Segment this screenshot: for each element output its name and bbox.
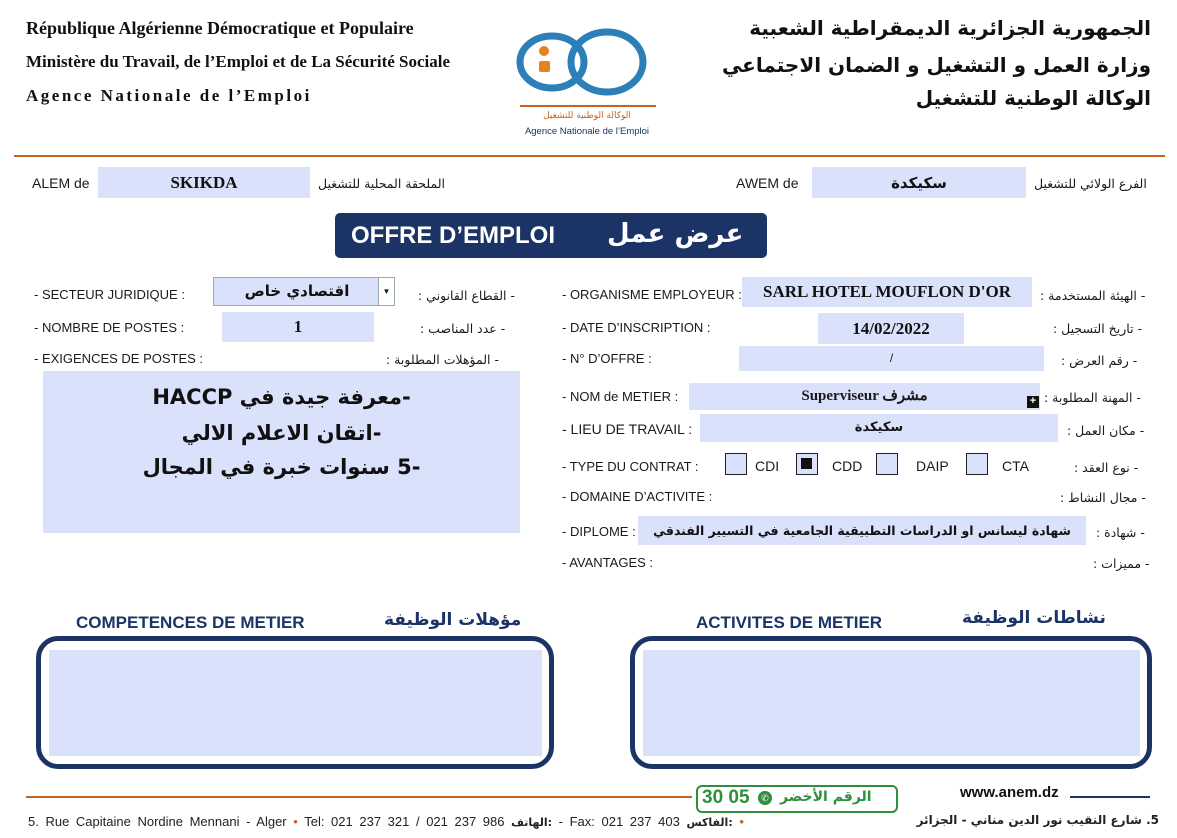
- footer-address-fr: 5. Rue Capitaine Nordine Mennani - Alger • Tel: 021 237 321 / 021 237 986 الهاتف: - Fax: 021 237 403 الفاكس: •: [28, 814, 744, 829]
- date-label-ar: - تاريخ التسجيل :: [1053, 321, 1143, 336]
- bullet-icon: •: [293, 814, 298, 829]
- postes-value: 1: [293, 317, 303, 336]
- activites-title-ar: نشاطات الوظيفة: [962, 608, 1106, 628]
- green-number-badge: [696, 785, 898, 813]
- date-field[interactable]: [818, 313, 964, 344]
- footer-divider-right: [1070, 796, 1150, 798]
- offre-field[interactable]: [739, 346, 1044, 371]
- activites-field[interactable]: [643, 650, 1140, 756]
- metier-label-ar: - المهنة المطلوبة :: [1044, 390, 1141, 405]
- tel: Tel: 021 237 321 / 021 237 986: [304, 814, 505, 829]
- header-fr-line2: Ministère du Travail, de l’Emploi et de La Sécurité Sociale: [26, 52, 451, 71]
- postes-field[interactable]: [222, 312, 374, 342]
- alem-label: ALEM de: [32, 175, 90, 191]
- diplome-field[interactable]: [638, 516, 1086, 545]
- offre-value: /: [889, 351, 894, 365]
- diplome-label: - DIPLOME :: [562, 524, 636, 539]
- address-ar: 5. شارع النقيب نور الدين مناني - الجزائر: [916, 813, 1159, 827]
- alem-value: SKIKDA: [170, 173, 238, 192]
- lieu-label-ar: - مكان العمل :: [1067, 423, 1145, 438]
- domaine-label-ar: - مجال النشاط :: [1060, 490, 1146, 505]
- secteur-value: اقتصادي خاص: [244, 282, 350, 300]
- cta-label: CTA: [1002, 458, 1029, 474]
- anem-logo: [512, 14, 662, 144]
- dropdown-arrow-icon[interactable]: ▼: [378, 278, 394, 305]
- anem-logo-icon: [512, 14, 662, 110]
- website[interactable]: www.anem.dz: [960, 784, 1059, 801]
- cdd-checkbox[interactable]: [796, 453, 818, 475]
- lieu-value: سكيكدة: [854, 420, 904, 435]
- competences-title-fr: COMPETENCES DE METIER: [76, 613, 305, 632]
- address-fr: 5. Rue Capitaine Nordine Mennani - Alger: [28, 814, 287, 829]
- fax: Fax: 021 237 403: [569, 814, 680, 829]
- exigences-field[interactable]: [43, 371, 520, 533]
- date-value: 14/02/2022: [852, 319, 930, 338]
- alem-label-ar: الملحقة المحلية للتشغيل: [318, 176, 446, 191]
- date-label: - DATE D’INSCRIPTION :: [562, 320, 711, 335]
- competences-title-ar: مؤهلات الوظيفة: [384, 610, 522, 630]
- tel-ar: الهاتف:: [511, 816, 553, 829]
- organisme-value: SARL HOTEL MOUFLON D'OR: [763, 282, 1011, 301]
- exigences-label: - EXIGENCES DE POSTES :: [34, 351, 204, 366]
- header-ar-line1: الجمهورية الجزائرية الديمقراطية الشعبية: [749, 16, 1151, 40]
- domaine-label: - DOMAINE D’ACTIVITE :: [562, 489, 713, 504]
- offre-label-ar: - رقم العرض :: [1061, 353, 1138, 368]
- title-ar: عرض عمل: [607, 219, 744, 249]
- exigences-line-2: -اتقان الاعلام الالي: [181, 421, 382, 445]
- awem-value: سكيكدة: [891, 174, 947, 192]
- phone-icon: ✆: [758, 791, 772, 805]
- avantages-label: - AVANTAGES :: [562, 555, 654, 570]
- metier-value: Superviseur مشرف: [801, 388, 928, 404]
- contrat-label-ar: - نوع العقد :: [1074, 460, 1139, 475]
- metier-field[interactable]: [689, 383, 1040, 410]
- secteur-label: - SECTEUR JURIDIQUE :: [34, 287, 185, 302]
- exigences-line-1: -معرفة جيدة في HACCP: [152, 385, 411, 409]
- cdi-checkbox[interactable]: [725, 453, 747, 475]
- header-ar-line2: وزارة العمل و التشغيل و الضمان الاجتماعي: [721, 53, 1151, 77]
- competences-field[interactable]: [49, 650, 542, 756]
- plus-icon[interactable]: +: [1027, 396, 1039, 408]
- title-fr: OFFRE D’EMPLOI: [351, 222, 555, 249]
- cta-checkbox[interactable]: [966, 453, 988, 475]
- awem-field[interactable]: [812, 167, 1026, 198]
- logo-ar: الوكالة الوطنية للتشغيل: [543, 111, 631, 121]
- lieu-field[interactable]: [700, 414, 1058, 442]
- postes-label: - NOMBRE DE POSTES :: [34, 320, 185, 335]
- activites-frame: [630, 636, 1152, 769]
- organisme-label-ar: - الهيئة المستخدمة :: [1040, 288, 1146, 303]
- header-divider: [14, 155, 1165, 157]
- avantages-label-ar: - مميزات :: [1093, 556, 1150, 571]
- logo-divider: [520, 105, 656, 107]
- exigences-label-ar: - المؤهلات المطلوبة :: [386, 352, 499, 367]
- header-ar-line3: الوكالة الوطنية للتشغيل: [915, 86, 1151, 110]
- awem-label-ar: الفرع الولائي للتشغيل: [1034, 176, 1147, 191]
- metier-label: - NOM de METIER :: [562, 389, 679, 404]
- cdd-label: CDD: [832, 458, 863, 474]
- bullet-icon: •: [739, 814, 744, 829]
- awem-label: AWEM de: [736, 175, 799, 191]
- cdi-label: CDI: [755, 458, 780, 474]
- green-number: 30 05: [702, 787, 750, 808]
- header-fr-line3: Agence Nationale de l’Emploi: [26, 86, 312, 105]
- diplome-value: شهادة ليسانس او الدراسات التطبيقية الجامعية في التسيير الفندقي: [653, 523, 1071, 538]
- green-label: الرقم الأخضر: [780, 789, 872, 805]
- alem-field[interactable]: [98, 167, 310, 198]
- secteur-select[interactable]: [213, 277, 395, 306]
- postes-label-ar: - عدد المناصب :: [420, 321, 506, 336]
- competences-frame: [36, 636, 554, 769]
- organisme-label: - ORGANISME EMPLOYEUR :: [562, 287, 742, 302]
- activites-title-fr: ACTIVITES DE METIER: [696, 613, 883, 632]
- daip-label: DAIP: [916, 458, 949, 474]
- diplome-label-ar: - شهادة :: [1096, 525, 1145, 540]
- contrat-label: - TYPE DU CONTRAT :: [562, 459, 699, 474]
- title-banner: [335, 213, 767, 258]
- exigences-line-3: -5 سنوات خبرة في المجال: [142, 455, 421, 479]
- lieu-label: - LIEU DE TRAVAIL :: [562, 421, 693, 437]
- header-fr-line1: République Algérienne Démocratique et Populaire: [26, 18, 414, 38]
- organisme-field[interactable]: [742, 277, 1032, 307]
- offre-label: - N° D’OFFRE :: [562, 351, 652, 366]
- fax-ar: الفاكس:: [686, 816, 733, 829]
- secteur-label-ar: - القطاع القانوني :: [418, 288, 516, 303]
- logo-fr: Agence Nationale de l’Emploi: [524, 126, 650, 137]
- footer-divider-left: [26, 796, 692, 798]
- daip-checkbox[interactable]: [876, 453, 898, 475]
